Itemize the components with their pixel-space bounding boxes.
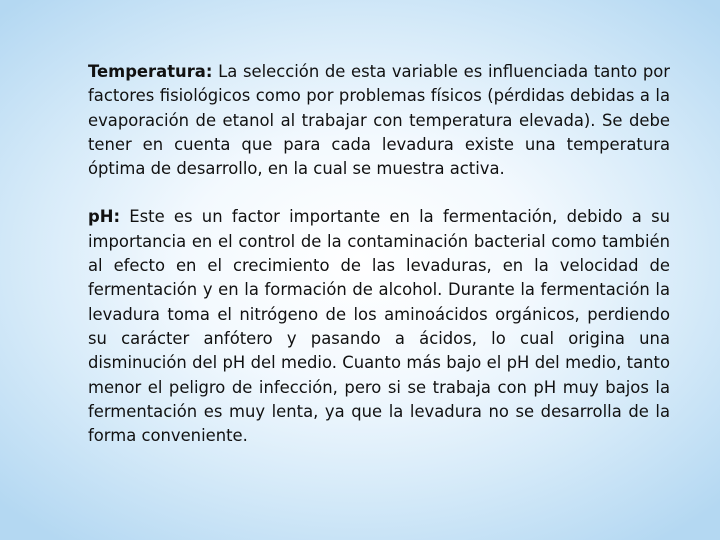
- paragraph-temperatura: [88, 60, 670, 181]
- term-temperatura: Temperatura:: [88, 62, 213, 81]
- paragraph-ph-text: Este es un factor importante en la fermentación, debido a su importancia en el control de la contaminación bacterial como también al efecto en el crecimiento de las levaduras, en la velocidad de fermentación y en la formación de alcohol. Durante la fermentación la levadura toma el nitrógeno de los aminoácidos orgánicos, perdiendo su carácter anfótero y pasando a ácidos, lo cual origina una disminución del pH del medio. Cuanto más bajo el pH del medio, tanto menor el peligro de infección, pero si se trabaja con pH muy bajos la fermentación es muy lenta, ya que la levadura no se desarrolla de la forma conveniente.: [88, 207, 670, 446]
- paragraph-temperatura-text: La selección de esta variable es influenciada tanto por factores fisiológicos como por problemas físicos (pérdidas debidas a la evaporación de etanol al trabajar con temperatura elevada). Se debe tener en cuenta que para cada levadura existe una temperatura óptima de desarrollo, en la cual se muestra activa.: [88, 62, 670, 179]
- paragraph-ph: [88, 205, 670, 448]
- slide-content: [88, 60, 670, 448]
- term-ph: pH:: [88, 207, 121, 227]
